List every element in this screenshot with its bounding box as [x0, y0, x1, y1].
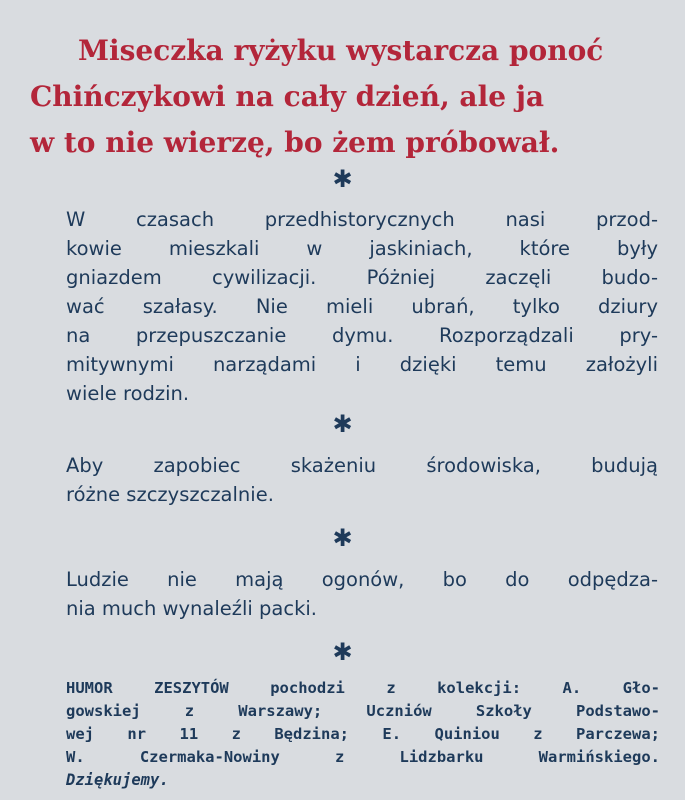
paragraph-line: na przepuszczanie dymu. Rozporządzali pry-: [66, 324, 658, 347]
paragraph-line: wać szałasy. Nie mieli ubrań, tylko dziury: [66, 295, 658, 318]
paragraph-line: wiele rodzin.: [66, 382, 190, 405]
paragraph-line: gniazdem cywilizacji. Póżniej zaczęli budo-: [66, 266, 658, 289]
headline-line: w to nie wierzę, bo żem próbował.: [30, 126, 560, 159]
paragraph-line: mitywnymi narządami i dzięki temu założyli: [66, 353, 658, 376]
credits-line: W. Czermaka-Nowiny z Lidzbarku Warmińskiego.: [66, 748, 660, 766]
paragraph-line: W czasach przedhistorycznych nasi przod-: [66, 208, 658, 231]
asterisk-separator: ✱: [332, 638, 353, 666]
paragraph-line: Aby zapobiec skażeniu środowiska, budują: [66, 454, 658, 477]
asterisk-separator: ✱: [332, 410, 353, 438]
paragraph-line: kowie mieszkali w jaskiniach, które były: [66, 237, 658, 260]
headline: [30, 28, 658, 166]
headline-line: Chińczykowi na cały dzień, ale ja: [30, 80, 545, 113]
credits-line: gowskiej z Warszawy; Uczniów Szkoły Podstawo-: [66, 702, 660, 720]
asterisk-separator: ✱: [332, 524, 353, 552]
joke-paragraph-environment: [66, 451, 658, 509]
credits-line: HUMOR ZESZYTÓW pochodzi z kolekcji: A. Gło-: [66, 679, 660, 697]
paragraph-line: nia much wynaleźli packi.: [66, 597, 317, 620]
credits-line: wej nr 11 z Będzina; E. Quiniou z Parczewa;: [66, 725, 660, 743]
credits: [66, 677, 660, 792]
headline-line: Miseczka ryżyku wystarcza ponoć: [78, 34, 604, 67]
joke-paragraph-tails: [66, 565, 658, 623]
joke-paragraph-caves: [66, 205, 658, 408]
credits-thanks: Dziękujemy.: [66, 771, 169, 789]
paragraph-line: Ludzie nie mają ogonów, bo do odpędza-: [66, 568, 658, 591]
paragraph-line: różne szczyszczalnie.: [66, 483, 274, 506]
asterisk-separator: ✱: [332, 165, 353, 193]
